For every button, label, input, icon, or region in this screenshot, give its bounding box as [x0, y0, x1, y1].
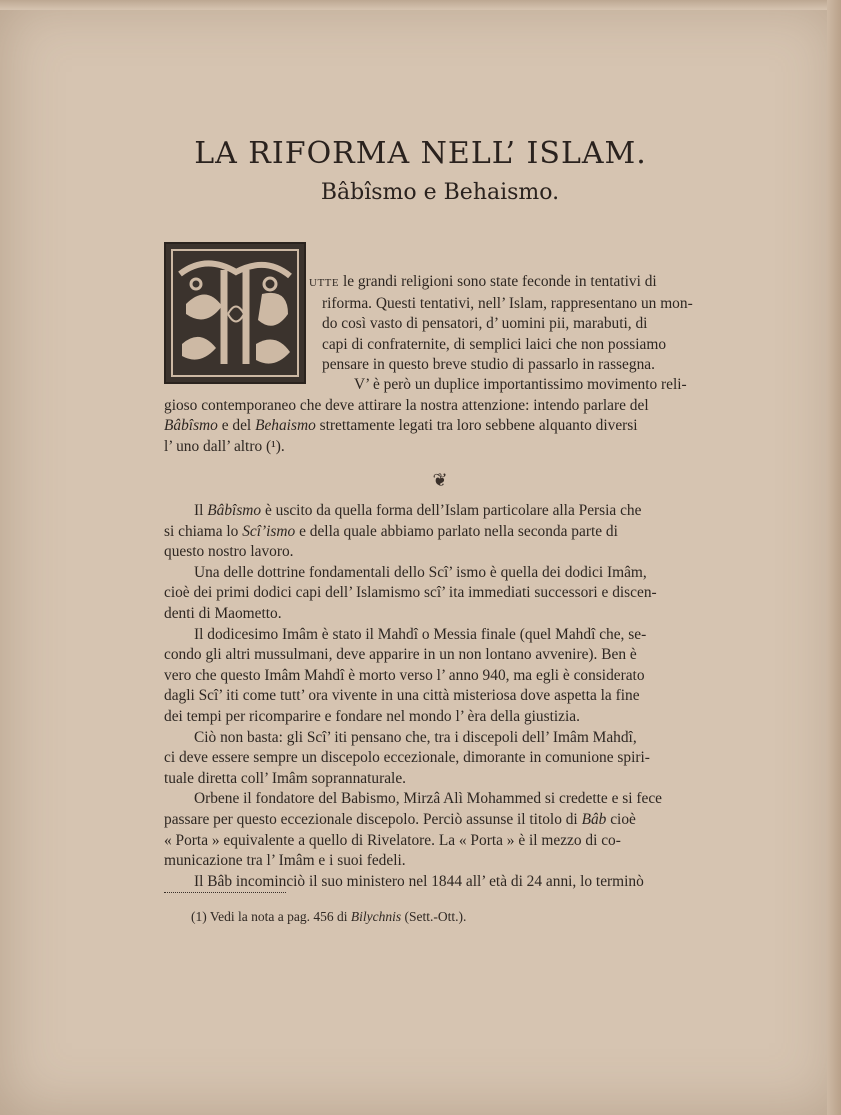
page-edge-top	[0, 0, 841, 10]
drop-cap-continuation: UTTE	[309, 277, 340, 289]
text-line: denti di Maometto.	[164, 604, 282, 622]
text-line: pensare in questo breve studio di passarlo in rassegna.	[322, 356, 655, 374]
text-line: capi di confraternite, di semplici laici che non possiamo	[322, 335, 667, 353]
text-line: Il Bâb incominciò il suo ministero nel 1844 all’ età di 24 anni, lo terminò	[194, 872, 644, 890]
text-line: Bâbîsmo e del Behaismo strettamente legati tra loro sebbene alquanto diversi	[164, 417, 638, 435]
text-line: l’ uno dall’ altro (¹).	[164, 437, 285, 455]
text-line: municazione tra l’ Imâm e i suoi fedeli.	[164, 852, 406, 870]
section-ornament-icon: ❦	[432, 470, 448, 490]
text-line: ci deve essere sempre un discepolo eccezionale, dimorante in comunione spiri-	[164, 749, 650, 767]
text-line: dagli Scî’ iti come tutt’ ora vivente in una città misteriosa dove aspetta la fine	[164, 687, 640, 705]
text-line: Orbene il fondatore del Babismo, Mirzâ Alì Mohammed si credette e si fece	[194, 790, 662, 808]
text-line: cioè dei primi dodici capi dell’ Islamismo scî’ ita immediati successori e discen-	[164, 584, 657, 602]
woodcut-ornament-icon	[166, 244, 304, 382]
footnote-rule	[164, 892, 286, 893]
text-line: « Porta » equivalente a quello di Rivelatore. La « Porta » è il mezzo di co-	[164, 831, 621, 849]
text-line: dei tempi per ricomparire e fondare nel mondo l’ èra della giustizia.	[164, 707, 580, 725]
intro-paragraph	[309, 272, 719, 376]
text-line: V’ è però un duplice importantissimo movimento reli-	[354, 376, 687, 393]
text-line: condo gli altri mussulmani, deve apparire in un non lontano avvenire). Ben è	[164, 646, 637, 664]
text-line: Una delle dottrine fondamentali dello Scî’ ismo è quella dei dodici Imâm,	[194, 563, 647, 581]
intro-paragraph-continued	[164, 375, 724, 457]
text-line: Ciò non basta: gli Scî’ iti pensano che, tra i discepoli dell’ Imâm Mahdî,	[194, 728, 637, 746]
page-title: LA RIFORMA NELL’ ISLAM.	[194, 136, 647, 171]
text-line: tuale diretta coll’ Imâm soprannaturale.	[164, 769, 407, 787]
text-line: UTTE le grandi religioni sono state feconde in tentativi di	[309, 273, 657, 290]
text-line: do così vasto di pensatori, d’ uomini pii, marabuti, di	[322, 315, 648, 333]
text-line: passare per questo eccezionale discepolo. Perciò assunse il titolo di Bâb cioè	[164, 810, 636, 828]
text-line: Il dodicesimo Imâm è stato il Mahdî o Messia finale (quel Mahdî che, se-	[194, 625, 647, 643]
text-line: si chiama lo Scî’ismo e della quale abbiamo parlato nella seconda parte di	[164, 522, 618, 540]
text-line: questo nostro lavoro.	[164, 543, 294, 561]
text-line: riforma. Questi tentativi, nell’ Islam, rappresentano un mon-	[322, 294, 693, 312]
text-line: Il Bâbîsmo è uscito da quella forma dell’Islam particolare alla Persia che	[194, 502, 642, 519]
text-line: gioso contemporaneo che deve attirare la nostra attenzione: intendo parlare del	[164, 396, 649, 414]
body-text	[164, 501, 724, 892]
drop-cap-initial	[164, 242, 306, 384]
footnote: (1) Vedi la nota a pag. 456 di Bilychnis (Sett.-Ott.).	[191, 909, 467, 924]
page-subtitle: Bâbîsmo e Behaismo.	[320, 180, 560, 205]
text-line: vero che questo Imâm Mahdî è morto verso l’ anno 940, ma egli è considerato	[164, 666, 645, 684]
